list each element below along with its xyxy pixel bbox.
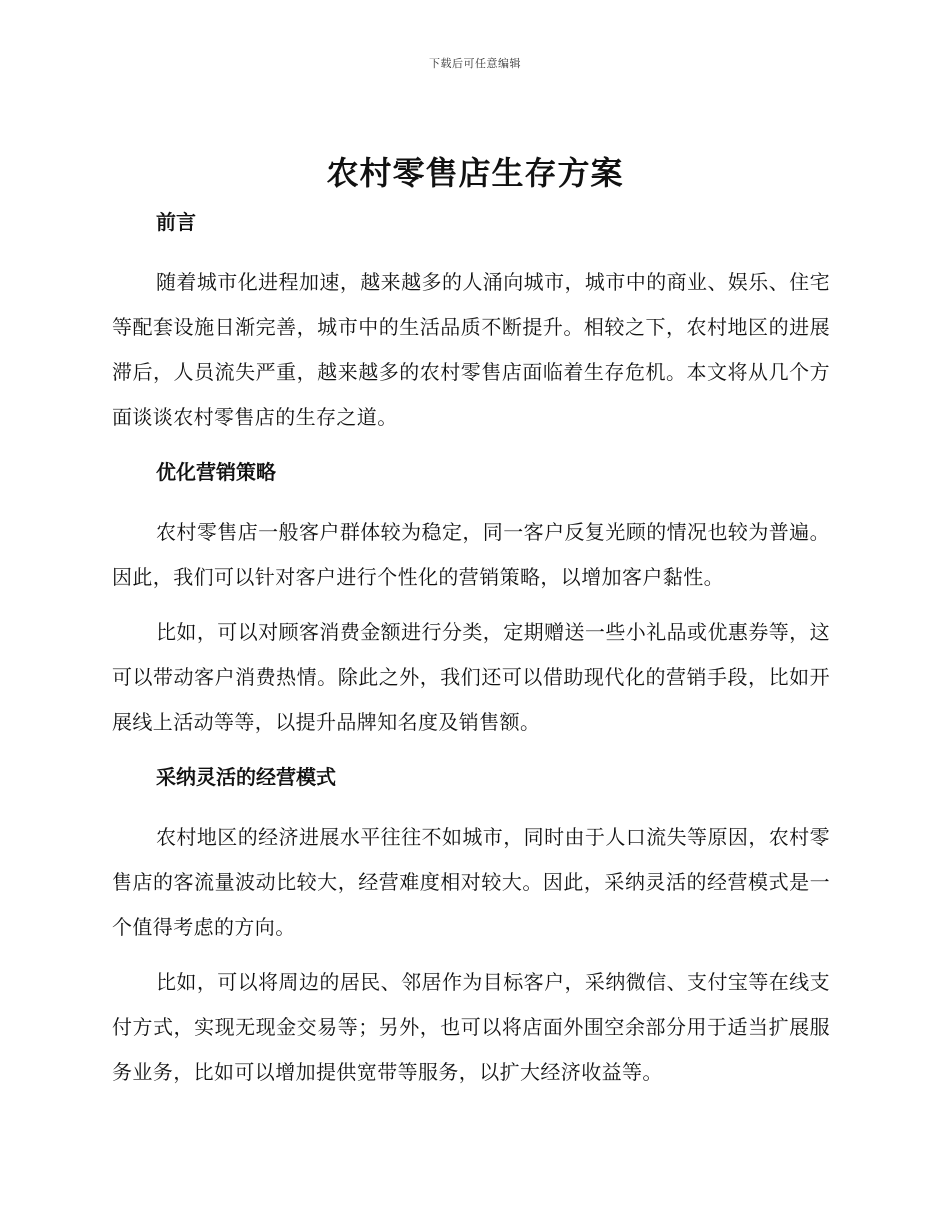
section-heading-preface: 前言 [156, 210, 196, 234]
section-heading-marketing: 优化营销策略 [156, 460, 276, 484]
paragraph: 随着城市化进程加速，越来越多的人涌向城市，城市中的商业、娱乐、住宅等配套设施日渐完善，城市中的生活品质不断提升。相较之下，农村地区的进展滞后，人员流失严重，越来越多的农村零售店面临着生存危机。本文将从几个方面谈谈农村零售店的生存之道。 [112, 270, 830, 429]
paragraph: 农村地区的经济进展水平往往不如城市，同时由于人口流失等原因，农村零售店的客流量波动比较大，经营难度相对较大。因此，采纳灵活的经营模式是一个值得考虑的方向。 [112, 825, 830, 939]
paragraph: 农村零售店一般客户群体较为稳定，同一客户反复光顾的情况也较为普遍。因此，我们可以针对客户进行个性化的营销策略，以增加客户黏性。 [112, 520, 830, 589]
header-note: 下载后可任意编辑 [429, 57, 521, 70]
section-heading-business-model: 采纳灵活的经营模式 [156, 765, 336, 789]
document-body [112, 204, 830, 1095]
document-title: 农村零售店生存方案 [326, 154, 624, 192]
paragraph: 比如，可以对顾客消费金额进行分类，定期赠送一些小礼品或优惠券等，这可以带动客户消费热情。除此之外，我们还可以借助现代化的营销手段，比如开展线上活动等等，以提升品牌知名度及销售额。 [112, 620, 830, 734]
paragraph: 比如，可以将周边的居民、邻居作为目标客户，采纳微信、支付宝等在线支付方式，实现无现金交易等；另外，也可以将店面外围空余部分用于适当扩展服务业务，比如可以增加提供宽带等服务，以扩大经济收益等。 [112, 970, 830, 1084]
